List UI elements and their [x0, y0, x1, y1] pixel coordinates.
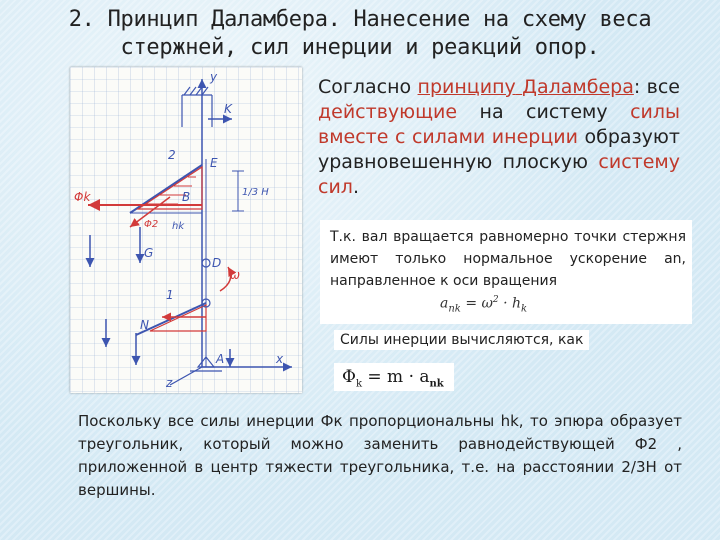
label-d: D — [212, 256, 222, 270]
label-n: N — [140, 318, 149, 332]
inertia-force-text: Силы инерции вычисляются, как — [334, 330, 589, 350]
label-e: E — [210, 156, 218, 170]
normal-acceleration-formula: $a_{nk} = \omega^2 \cdot h_k$ — [440, 295, 528, 315]
conclusion-paragraph: Поскольку все силы инерции Фк пропорциональны hk, то эпюра образует треугольник, который можно заменить равнодействующей Ф2 , приложенной в центр тяжести треугольника, т.е. на расстоянии 2/3Н от вершины. — [78, 412, 682, 499]
label-omega: ω — [230, 268, 241, 282]
label-hk: hk — [172, 221, 185, 232]
acceleration-note-text: Т.к. вал вращается равномерно точки стержня имеют только нормальное ускорение an, направленное к оси вращения — [330, 229, 686, 289]
link-dalembert-principle[interactable]: принципу Даламбера — [417, 76, 634, 98]
slide-title-line2: стержней, сил инерции и реакций опор. — [120, 35, 600, 60]
label-y: y — [210, 70, 218, 84]
mechanism-diagram — [70, 67, 302, 393]
slide-title — [40, 6, 680, 62]
principle-paragraph: Согласно принципу Даламбера: все действующие на систему силы вместе с силами инерции образуют уравновешенную плоскую систему сил. — [318, 76, 681, 198]
slide-title-line1: 2. Принцип Даламбера. Нанесение на схему веса — [68, 7, 652, 32]
inertia-force-formula: $\Phi_k = m \cdot a_{nk}$ — [334, 363, 454, 391]
grid-paper — [70, 67, 302, 393]
label-k: K — [224, 102, 232, 116]
label-rod-1: 1 — [166, 288, 174, 302]
label-a: A — [216, 352, 225, 366]
label-third-h: 1/3 H — [242, 187, 269, 198]
label-phi-2: Φ2 — [144, 219, 159, 230]
diagram-sketch — [70, 67, 302, 393]
label-z: z — [166, 376, 173, 390]
label-g: G — [144, 246, 154, 260]
label-x: x — [276, 352, 284, 366]
label-phi-k: Φk — [74, 190, 91, 204]
acceleration-note — [320, 220, 692, 324]
label-rod-2: 2 — [168, 148, 176, 162]
label-b: B — [182, 190, 191, 204]
